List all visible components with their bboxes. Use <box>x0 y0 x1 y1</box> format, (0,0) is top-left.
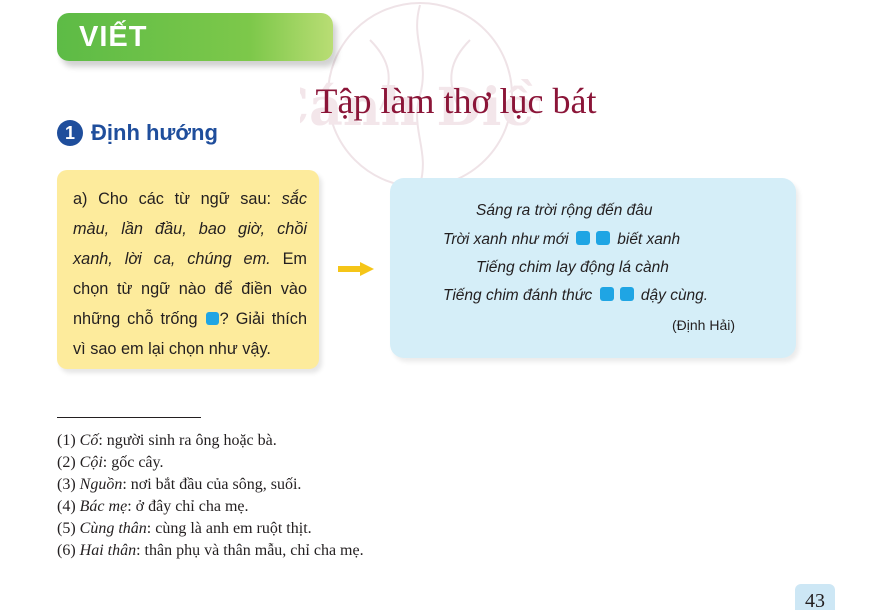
page-number: 43 <box>795 584 835 610</box>
poem-line-3-text: Tiếng chim lay động lá cành <box>476 259 669 276</box>
section-heading <box>57 120 218 146</box>
footnote-divider <box>57 417 201 418</box>
heading-text: Định hướng <box>91 120 218 145</box>
footnote-item: (3) Nguồn: nơi bắt đầu của sông, suối. <box>57 476 302 493</box>
poem-box <box>390 178 796 358</box>
blank-square-icon <box>576 231 590 245</box>
heading-number-badge: 1 <box>57 120 83 146</box>
lesson-title: Tập làm thơ lục bát <box>315 81 597 121</box>
footnote-item: (1) Cố: người sinh ra ông hoặc bà. <box>57 432 277 449</box>
blank-square-icon <box>596 231 610 245</box>
task-box <box>57 170 319 369</box>
poem-line-1-text: Sáng ra trời rộng đến đâu <box>476 202 653 219</box>
blank-square-icon <box>620 287 634 301</box>
section-label: VIẾT <box>79 21 148 53</box>
poem-line-2-text: Trời xanh như mới <box>443 231 569 248</box>
task-prefix: a) Cho các từ ngữ sau: <box>73 190 282 208</box>
poem-author: (Định Hải) <box>672 317 736 333</box>
task-suffix: ? Giải thích vì sao em lại chọn như vậy. <box>73 310 307 358</box>
poem-line-4-end: dậy cùng. <box>640 287 709 304</box>
task-middle: Em chọn từ ngữ nào để điền vào những chỗ trống <box>73 250 307 328</box>
poem-line-2-end: biết xanh <box>617 231 681 248</box>
footnote-item: (6) Hai thân: thân phụ và thân mẫu, chỉ cha mẹ. <box>57 542 364 559</box>
poem-line-2 <box>443 231 680 249</box>
footnote-item: (2) Cội: gốc cây. <box>57 454 164 471</box>
poem-line-3 <box>476 259 669 277</box>
task-words: sắc màu, lần đầu, bao giờ, chồi xanh, lời ca, chúng em. <box>73 190 307 268</box>
blank-square-icon <box>600 287 614 301</box>
arrow-right-icon <box>338 262 374 276</box>
poem-line-1 <box>476 202 653 220</box>
poem-line-4-text: Tiếng chim đánh thức <box>443 287 593 304</box>
watermark-text: ánh Diề <box>309 77 535 138</box>
blank-square-icon <box>206 312 219 325</box>
poem-line-4 <box>443 287 708 305</box>
footnote-item: (4) Bác mẹ: ở đây chỉ cha mẹ. <box>57 498 249 515</box>
footnotes <box>57 430 364 562</box>
footnote-item: (5) Cùng thân: cùng là anh em ruột thịt. <box>57 520 312 537</box>
section-tab <box>57 13 333 61</box>
